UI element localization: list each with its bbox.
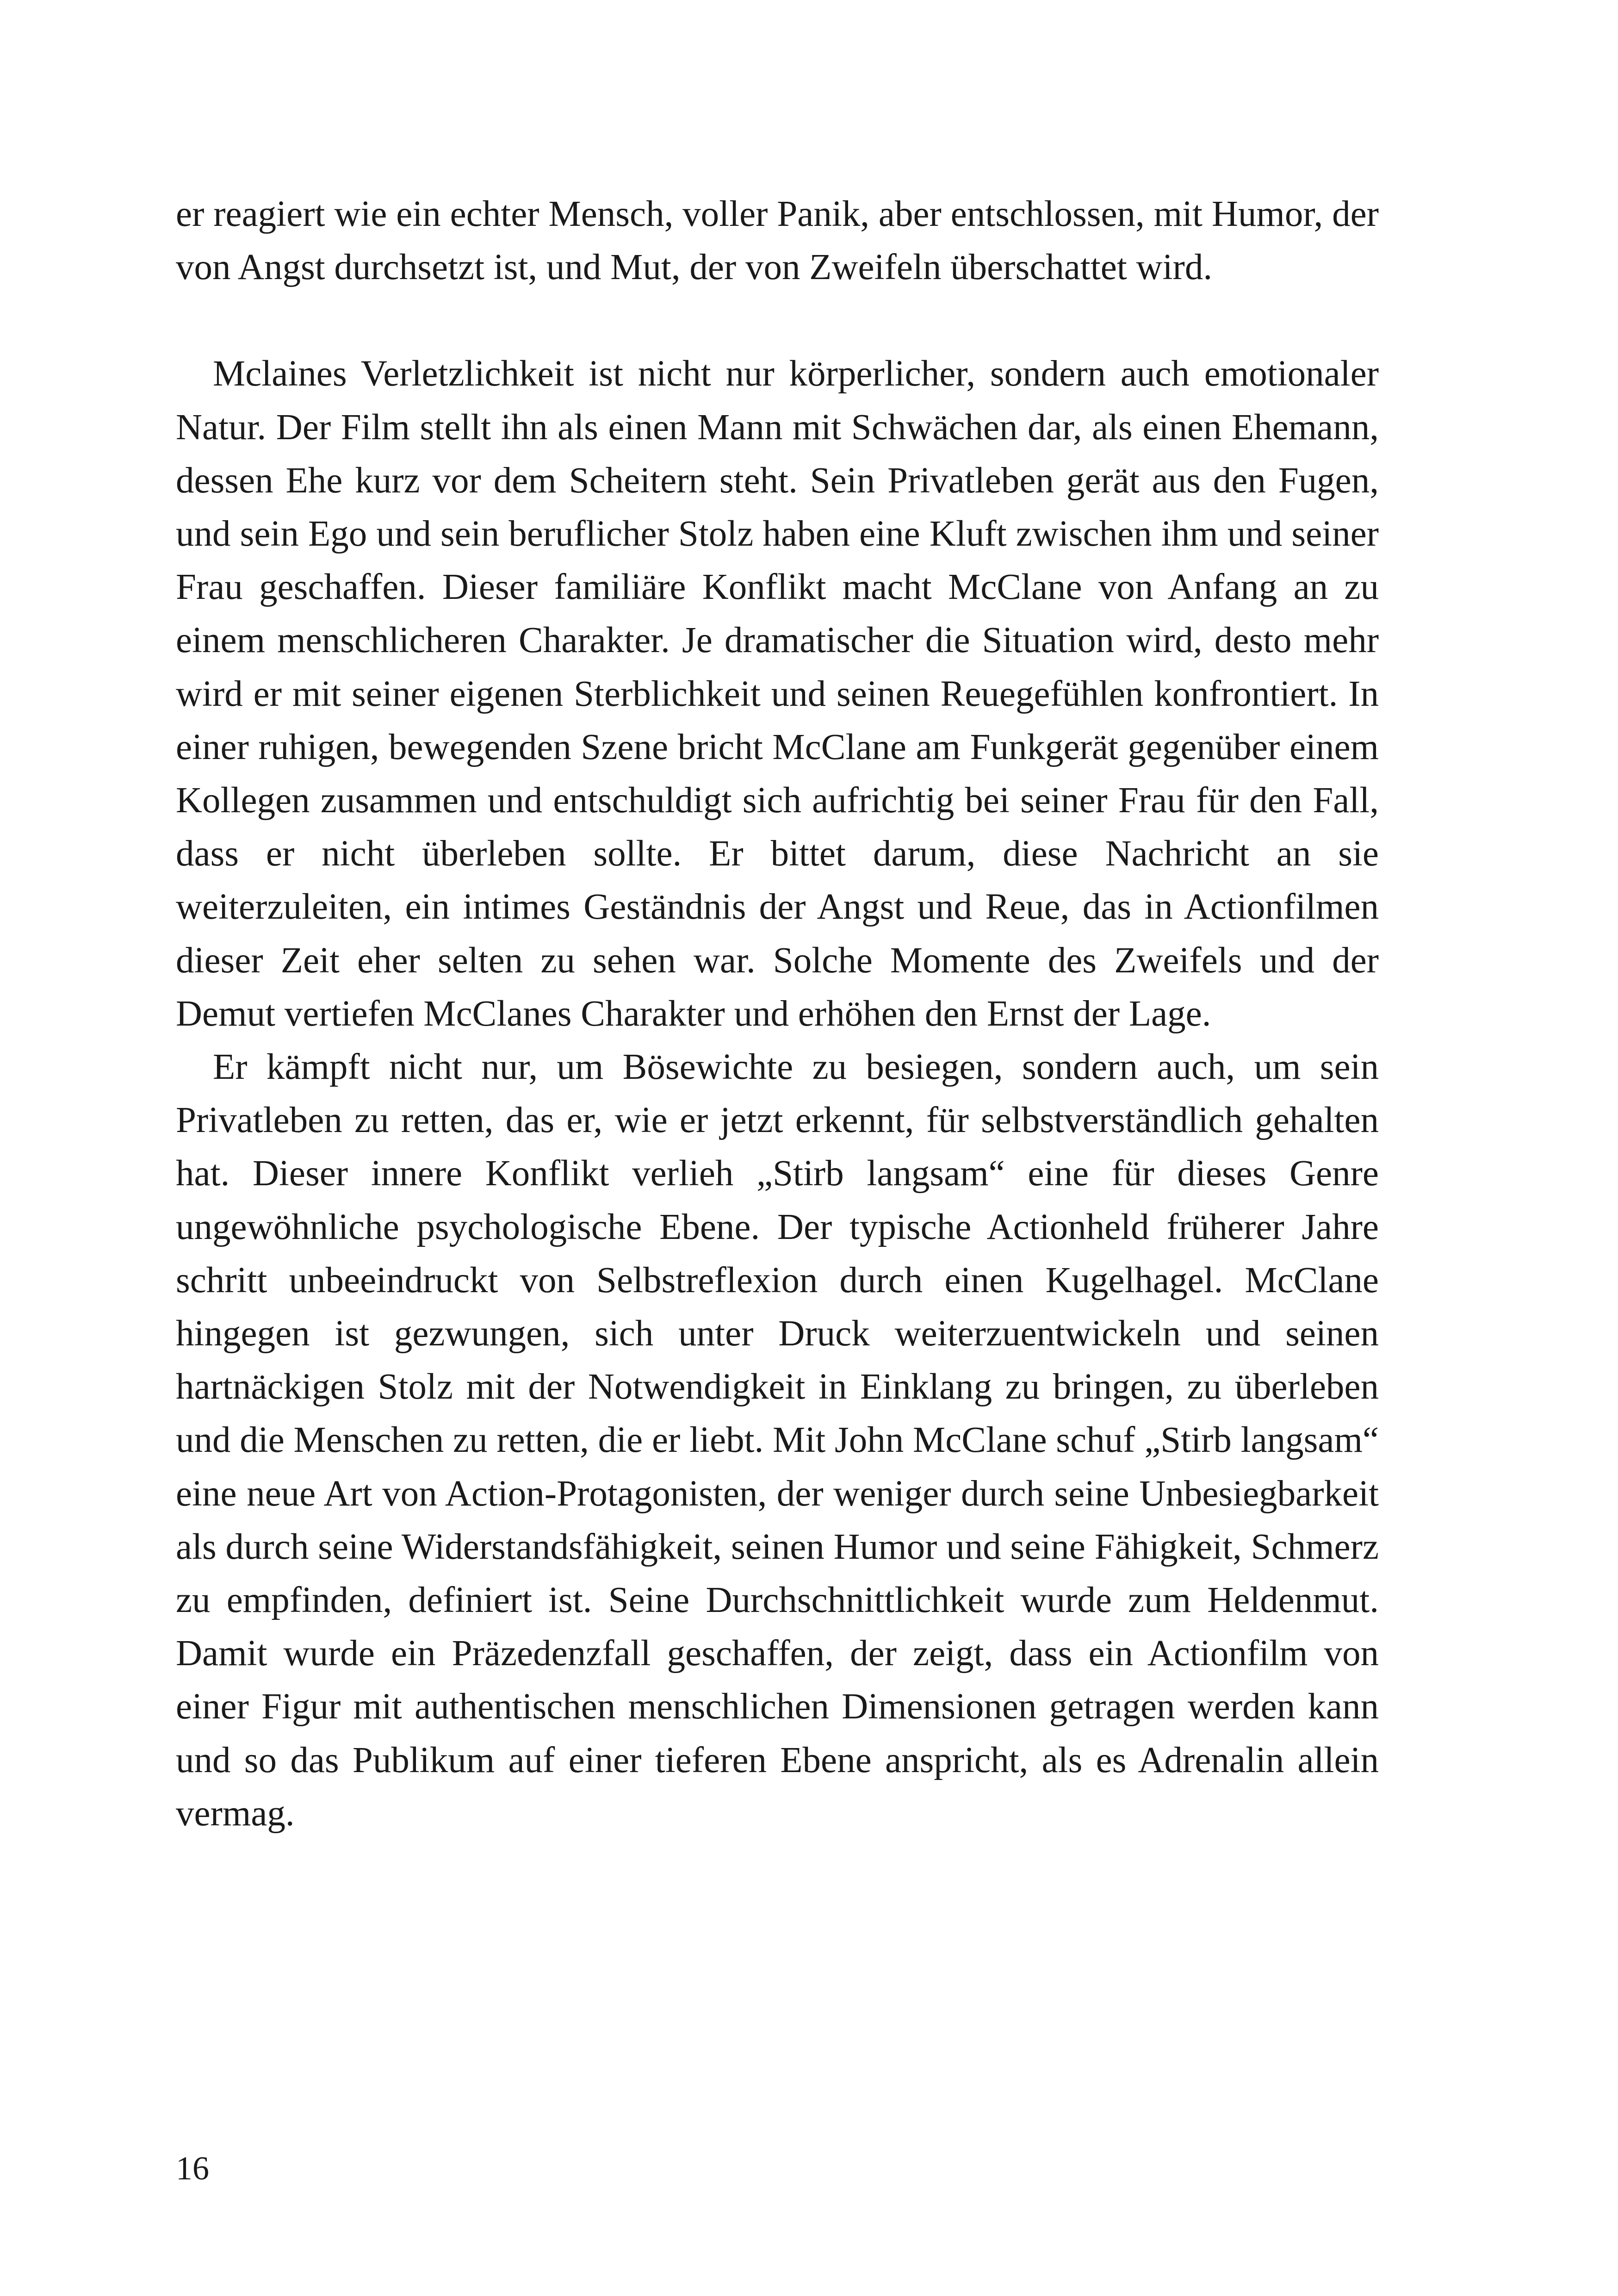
body-text	[176, 187, 1379, 1840]
paragraph-vulnerability: Mclaines Verletzlichkeit ist nicht nur körperlicher, sondern auch emotionaler Natur. Der Film stellt ihn als einen Mann mit Schwächen dar, als einen Ehemann, dessen Ehe kurz vor dem Scheitern steht. Sein Privatleben gerät aus den Fugen, und sein Ego und sein beruflicher Stolz haben eine Kluft zwischen ihm und seiner Frau geschaffen. Dieser familiäre Konflikt macht McClane von Anfang an zu einem menschlicheren Charakter. Je dramatischer die Situation wird, desto mehr wird er mit seiner eigenen Sterblichkeit und seinen Reuegefühlen konfrontiert. In einer ruhigen, bewegenden Szene bricht McClane am Funkgerät gegenüber einem Kollegen zusammen und entschuldigt sich aufrichtig bei seiner Frau für den Fall, dass er nicht überleben sollte. Er bittet darum, diese Nachricht an sie weiterzuleiten, ein intimes Geständnis der Angst und Reue, das in Actionfilmen dieser Zeit eher selten zu sehen war. Solche Momente des Zweifels und der Demut vertiefen McClanes Charakter und erhöhen den Ernst der Lage.	[176, 354, 1379, 1034]
paragraph-continuation: er reagiert wie ein echter Mensch, voller Panik, aber entschlossen, mit Humor, der von Angst durchsetzt ist, und Mut, der von Zweifeln überschattet wird.	[176, 194, 1379, 288]
paragraph-conflict: Er kämpft nicht nur, um Bösewichte zu besiegen, sondern auch, um sein Privatleben zu retten, das er, wie er jetzt erkennt, für selbstverständlich gehalten hat. Dieser innere Konflikt verlieh „Stirb langsam“ eine für dieses Genre ungewöhnliche psychologische Ebene. Der typische Actionheld früherer Jahre schritt unbeeindruckt von Selbstreflexion durch einen Kugelhagel. McClane hingegen ist gezwungen, sich unter Druck weiterzuentwickeln und seinen hartnäckigen Stolz mit der Notwendigkeit in Einklang zu bringen, zu überleben und die Menschen zu retten, die er liebt. Mit John McClane schuf „Stirb langsam“ eine neue Art von Action-Protagonisten, der weniger durch seine Unbesiegbarkeit als durch seine Widerstandsfähigkeit, seinen Humor und seine Fähigkeit, Schmerz zu empfinden, definiert ist. Seine Durchschnittlichkeit wurde zum Heldenmut. Damit wurde ein Präzedenzfall geschaffen, der zeigt, dass ein Actionfilm von einer Figur mit authentischen menschlichen Dimensionen getragen werden kann und so das Publikum auf einer tieferen Ebene anspricht, als es Adrenalin allein vermag.	[176, 1047, 1379, 1834]
page-number: 16	[176, 2150, 209, 2187]
